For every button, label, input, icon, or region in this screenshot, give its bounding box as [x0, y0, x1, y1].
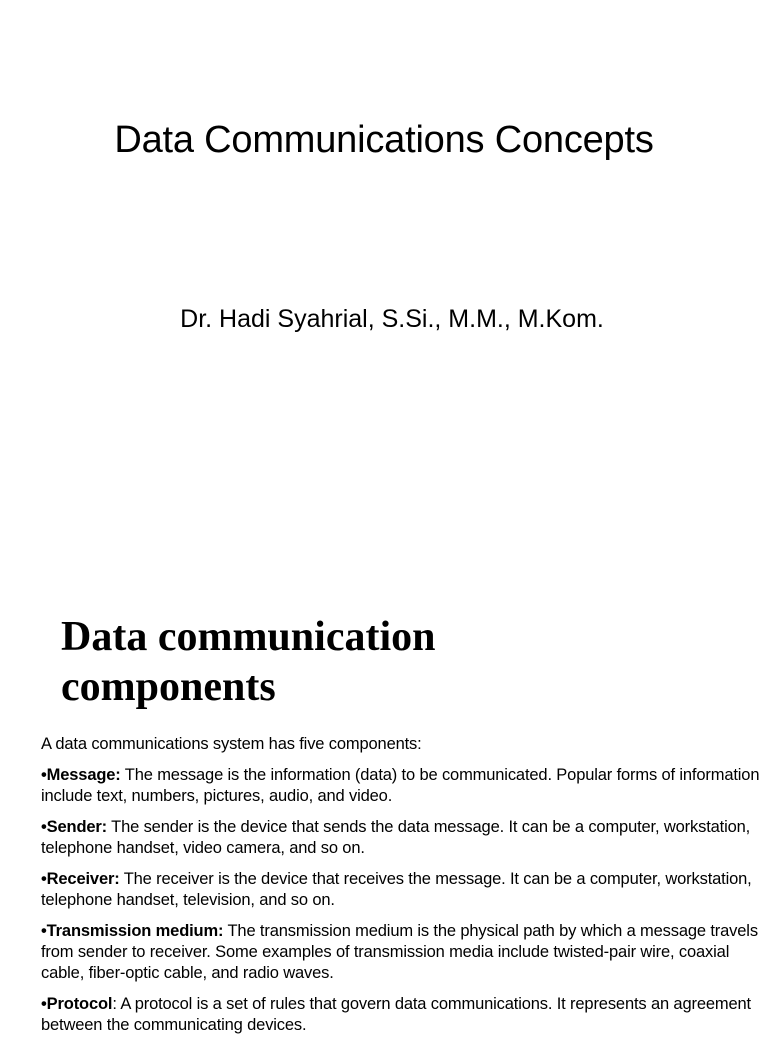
bullet-message: [41, 765, 761, 807]
bullet-term: Sender:: [46, 818, 108, 836]
bullet-term: Transmission medium:: [46, 922, 224, 940]
bullet-transmission-medium: [41, 921, 761, 984]
bullet-marker: •: [41, 995, 47, 1013]
bullet-marker: •: [41, 922, 47, 940]
slide-title-line-1: Data communication: [61, 614, 436, 660]
bullet-marker: •: [41, 766, 47, 784]
intro-text: A data communications system has five components:: [41, 735, 422, 753]
bullet-text: The message is the information (data) to be communicated. Popular forms of information include text, numbers, pictures, audio, and video.: [41, 766, 760, 805]
author-name: Dr. Hadi Syahrial, S.Si., M.M., M.Kom.: [180, 305, 604, 333]
bullet-text: : A protocol is a set of rules that govern data communications. It represents an agreement between the communicating devices.: [41, 995, 751, 1034]
bullet-term: Receiver:: [46, 870, 120, 888]
slide-title-line-2: components: [61, 664, 276, 710]
bullet-text: The sender is the device that sends the data message. It can be a computer, workstation, telephone handset, video camera, and so on.: [41, 818, 751, 857]
bullet-text: The transmission medium is the physical path by which a message travels from sender to receiver. Some examples of transmission media include twisted-pair wire, coaxial cable, fiber-optic cable, and radio waves.: [41, 922, 758, 982]
bullet-term: Protocol: [46, 995, 113, 1013]
bullet-receiver: [41, 869, 761, 911]
presentation-title: Data Communications Concepts: [114, 119, 654, 161]
slide-title: [61, 612, 701, 712]
bullet-sender: [41, 817, 761, 859]
bullet-marker: •: [41, 870, 47, 888]
slide-body: [41, 734, 761, 1046]
bullet-protocol: [41, 994, 761, 1036]
bullet-term: Message:: [46, 766, 121, 784]
bullet-marker: •: [41, 818, 47, 836]
bullet-text: The receiver is the device that receives the message. It can be a computer, workstation, telephone handset, television, and so on.: [41, 870, 752, 909]
